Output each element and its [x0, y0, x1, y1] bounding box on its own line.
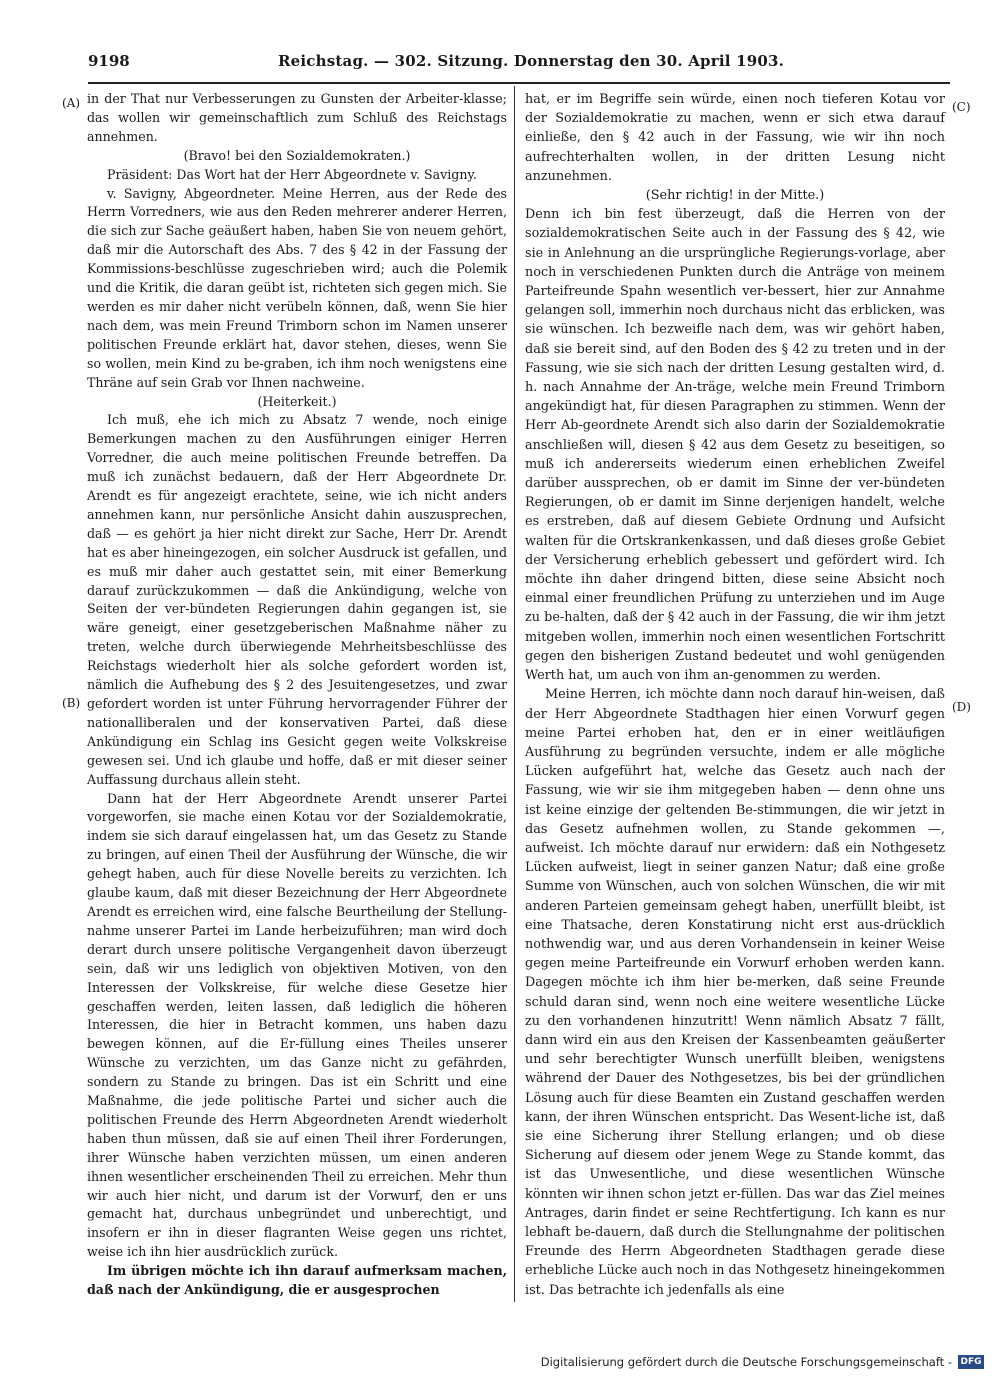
paragraph-president: Präsident: Das Wort hat der Herr Abgeordnete v. Savigny. — [107, 166, 477, 182]
footer-text: Digitalisierung gefördert durch die Deutsche Forschungsgemeinschaft - — [540, 1355, 952, 1369]
margin-marker-c: (C) — [952, 100, 971, 114]
column-divider — [514, 86, 515, 1302]
paragraph: Ich muß, ehe ich mich zu Absatz 7 wende, noch einige Bemerkungen machen zu den Ausführungen einiger Herren Vorredner, die auch meine politischen Freunde betreffen. Da muß ich zunächst bedauern, daß der Herr Abgeordnete Dr. Arendt es für angezeigt erachtete, seine, wie ich nicht anders annehmen kann, nur persönliche Ansicht dahin auszusprechen, daß — es gehört ja hier nicht direkt zur Sache, Herr Dr. Arendt hat es aber hineingezogen, ein solcher Ausdruck ist gefallen, und es muß mir daher auch gestattet sein, mit einer Bemerkung darauf zurückzukommen — daß die Ankündigung, welche von Seiten der ver-bündeten Regierungen dahin gegangen ist, sie wäre geneigt, einer gesetzgeberischen Maßnahme näher zu treten, welche durch überwiegende Mehrheitsbeschlüsse des Reichstags wiederholt hier als solche gefordert worden ist, nämlich die Aufhebung des § 2 des Jesuitengesetzes, und zwar gefordert worden ist unter Führung hervorragender Führer der nationalliberalen und der konservativen Partei, daß diese Ankündigung ein Schlag ins Gesicht gegen weite Volkskreise gewesen sei. Und ich glaube und hoffe, daß er mit dieser seiner Auffassung durchaus allein steht. — [87, 412, 507, 787]
margin-marker-a: (A) — [62, 96, 81, 110]
interjection: (Sehr richtig! in der Mitte.) — [645, 188, 825, 204]
page-number: 9198 — [88, 52, 130, 70]
right-column — [525, 90, 945, 1300]
paragraph: Denn ich bin fest überzeugt, daß die Herren von der sozialdemokratischen Seite auch in der Fassung des § 42, wie sie in Anlehnung an die ursprüngliche Regierungs-vorlage, aber noch in verschiedenen Punkten durch die Anträge von meinem Parteifreunde Spahn wesentlich ver-bessert, hier zur Annahme gelangen soll, immerhin noch durchaus nicht das erblicken, was sie wünschen. Ich bezweifle nach dem, was wir gehört haben, daß sie bereit sind, auf den Boden des § 42 zu treten und in der Fassung, wie sie sich nach der dritten Lesung gestalten wird, d. h. nach Annahme der An-träge, welche mein Freund Trimborn angekündigt hat, für diesen Paragraphen zu stimmen. Wenn der Herr Ab-geordnete Arendt sich also darin der Sozialdemokratie anschließen will, diesen § 42 aus dem Gesetz zu beseitigen, so muß ich andererseits wiederum einen erheblichen Zweifel darüber aussprechen, ob er damit im Sinne der ver-bündeten Regierungen, ob er damit im Sinne derjenigen handelt, welche es erstreben, daß auf diesem Gebiete Ordnung und Aufsicht walten für die Ortskrankenkassen, und daß dieses große Gebiet der Versicherung erheblich gebessert und gefördert wird. Ich möchte ihn daher dringend bitten, diese seine Absicht noch einmal einer freundlichen Prüfung zu unterziehen und im Auge zu be-halten, daß der § 42 auch in der Fassung, die wir ihm jetzt mitgeben wollen, immerhin noch einen wesentlichen Fortschritt gegen den bisherigen Zustand bedeutet und wohl genügenden Werth hat, um auch von ihm an-genommen zu werden. — [525, 207, 945, 684]
digitization-footer — [541, 1353, 984, 1371]
running-title: Reichstag. — 302. Sitzung. Donnerstag den 30. April 1903. — [278, 52, 785, 70]
page-header — [88, 52, 948, 74]
paragraph: hat, er im Begriffe sein würde, einen noch tieferen Kotau vor der Sozialdemokratie zu machen, wenn er sich etwa darauf einließe, den § 42 auch in der Fassung, wie wir ihn noch aufrechterhalten wollen, in der dritten Lesung nicht anzunehmen. — [525, 92, 945, 184]
margin-marker-d: (D) — [952, 700, 971, 714]
paragraph: Im übrigen möchte ich ihn darauf aufmerksam machen, daß nach der Ankündigung, die er ausgesprochen — [87, 1263, 507, 1298]
paragraph: in der That nur Verbesserungen zu Gunsten der Arbeiter-klasse; das wollen wir gemeinschaftlich zum Schluß des Reichstags annehmen. — [87, 91, 507, 144]
paragraph: Dann hat der Herr Abgeordnete Arendt unserer Partei vorgeworfen, sie mache einen Kotau vor der Sozialdemokratie, indem sie sich darauf eingelassen hat, um das Gesetz zu Stande zu bringen, auf einen Theil der Ausführung der Wünsche, die wir gehegt haben, auch für diese Novelle bereits zu verzichten. Ich glaube kaum, daß mit dieser Bezeichnung der Herr Abgeordnete Arendt es erreichen wird, eine falsche Beurtheilung der Stellung-nahme unserer Partei im Lande herbeizuführen; man wird doch derart durch unsere politische Vergangenheit davon überzeugt sein, daß wir uns lediglich von objektiven Motiven, von den Interessen der Volkskreise, für welche diese Gesetze hier geschaffen werden, leiten lassen, daß lediglich die höheren Interessen, die hier in Betracht kommen, uns haben dazu bewegen können, auf die Er-füllung eines Theiles unserer Wünsche zu verzichten, um das Ganze nicht zu gefährden, sondern zu Stande zu bringen. Das ist ein Schritt und eine Maßnahme, die jede politische Partei und sicher auch die politischen Freunde des Herrn Abgeordneten Arendt wiederholt haben thun müssen, daß sie auf einen Theil ihrer Forderungen, ihrer Wünsche haben verzichten müssen, um einen anderen ihnen wesentlicher erscheinenden Theil zu erreichen. Mehr thun wir auch hier nicht, und darum ist der Vorwurf, den er uns gemacht hat, durchaus unbegründet und unberechtigt, und insofern er ihn in dieser flagranten Weise gegen uns richtet, weise ich ihn hier ausdrücklich zurück. — [87, 790, 507, 1260]
interjection: (Bravo! bei den Sozialdemokraten.) — [183, 147, 411, 163]
dfg-logo-icon: DFG — [958, 1355, 984, 1369]
paragraph: Meine Herren, ich möchte dann noch darauf hin-weisen, daß der Herr Abgeordnete Stadthagen hier einen Vorwurf gegen meine Partei erhoben hat, den er in einer weitläufigen Ausführung zu begründen versuchte, indem er alle mögliche Lücken aufgeführt hat, welche das Gesetz auch nach der Fassung, wie wir sie ihm mitgegeben haben — denn ohne uns ist keine einzige der geltenden Be-stimmungen, die wir jetzt in das Gesetz aufnehmen wollen, zu Stande gekommen —, aufweist. Ich möchte darauf nur erwidern: daß ein Nothgesetz Lücken aufweist, liegt in seiner ganzen Natur; daß eine große Summe von Wünschen, auch von solchen Wünschen, die wir mit anderen Parteien gemeinsam gehegt haben, unerfüllt bleibt, ist eine Thatsache, deren Konstatirung nicht erst aus-drücklich nothwendig war, und aus deren Vorhandensein in keiner Weise gegen meine Parteifreunde ein Vorwurf erhoben werden kann. Dagegen möchte ich ihm hier be-merken, daß seine Freunde schuld daran sind, wenn noch eine weitere wesentliche Lücke zu den vorhandenen hinzutritt! Wenn nämlich Absatz 7 fällt, dann wird ein aus den Kreisen der Kassenbeamten geäußerter und sehr berechtigter Wunsch unerfüllt bleiben, wenigstens während der Dauer des Nothgesetzes, bis bei der gründlichen Lösung auch für diese Beamten ein Zustand geschaffen werden kann, der ihren Wünschen entspricht. Das Wesent-liche ist, daß sie eine Sicherung ihrer Stellung erlangen; und ob diese Sicherung auf diesem oder jenem Wege zu Stande kommt, das ist das Unwesentliche, und diese wesentlichen Wünsche könnten wir ihnen schon jetzt er-füllen. Das war das Ziel meines Antrages, darin findet er seine Rechtfertigung. Ich kann es nur lebhaft be-dauern, daß durch die Stellungnahme der politischen Freunde des Herrn Abgeordneten Stadthagen gerade diese erhebliche Lücke auch noch in das Nothgesetz hineingekommen ist. Das betrachte ich jedenfalls als eine — [525, 687, 945, 1298]
paragraph-speaker: v. Savigny, Abgeordneter. Meine Herren, aus der Rede des Herrn Vorredners, wie aus den Reden mehrerer anderer Herren, die sich zur Sache geäußert haben, haben Sie von neuem gehört, daß mir die Autorschaft des Abs. 7 des § 42 in der Fassung der Kommissions-beschlüsse zugeschrieben wird; auch die Polemik und die Kritik, die daran geübt ist, richteten sich gegen mich. Sie werden es mir daher nicht verübeln können, daß, wenn Sie hier nach dem, was mein Freund Trimborn schon im Namen unserer politischen Freunde erklärt hat, davor stehen, dieses, wenn Sie so wollen, mein Kind zu be-graben, ich ihm noch wenigstens eine Thräne auf sein Grab vor Ihnen nachweine. — [87, 185, 507, 390]
interjection: (Heiterkeit.) — [257, 393, 337, 409]
left-column — [87, 90, 507, 1300]
margin-marker-b: (B) — [62, 696, 81, 710]
header-rule — [88, 82, 950, 84]
